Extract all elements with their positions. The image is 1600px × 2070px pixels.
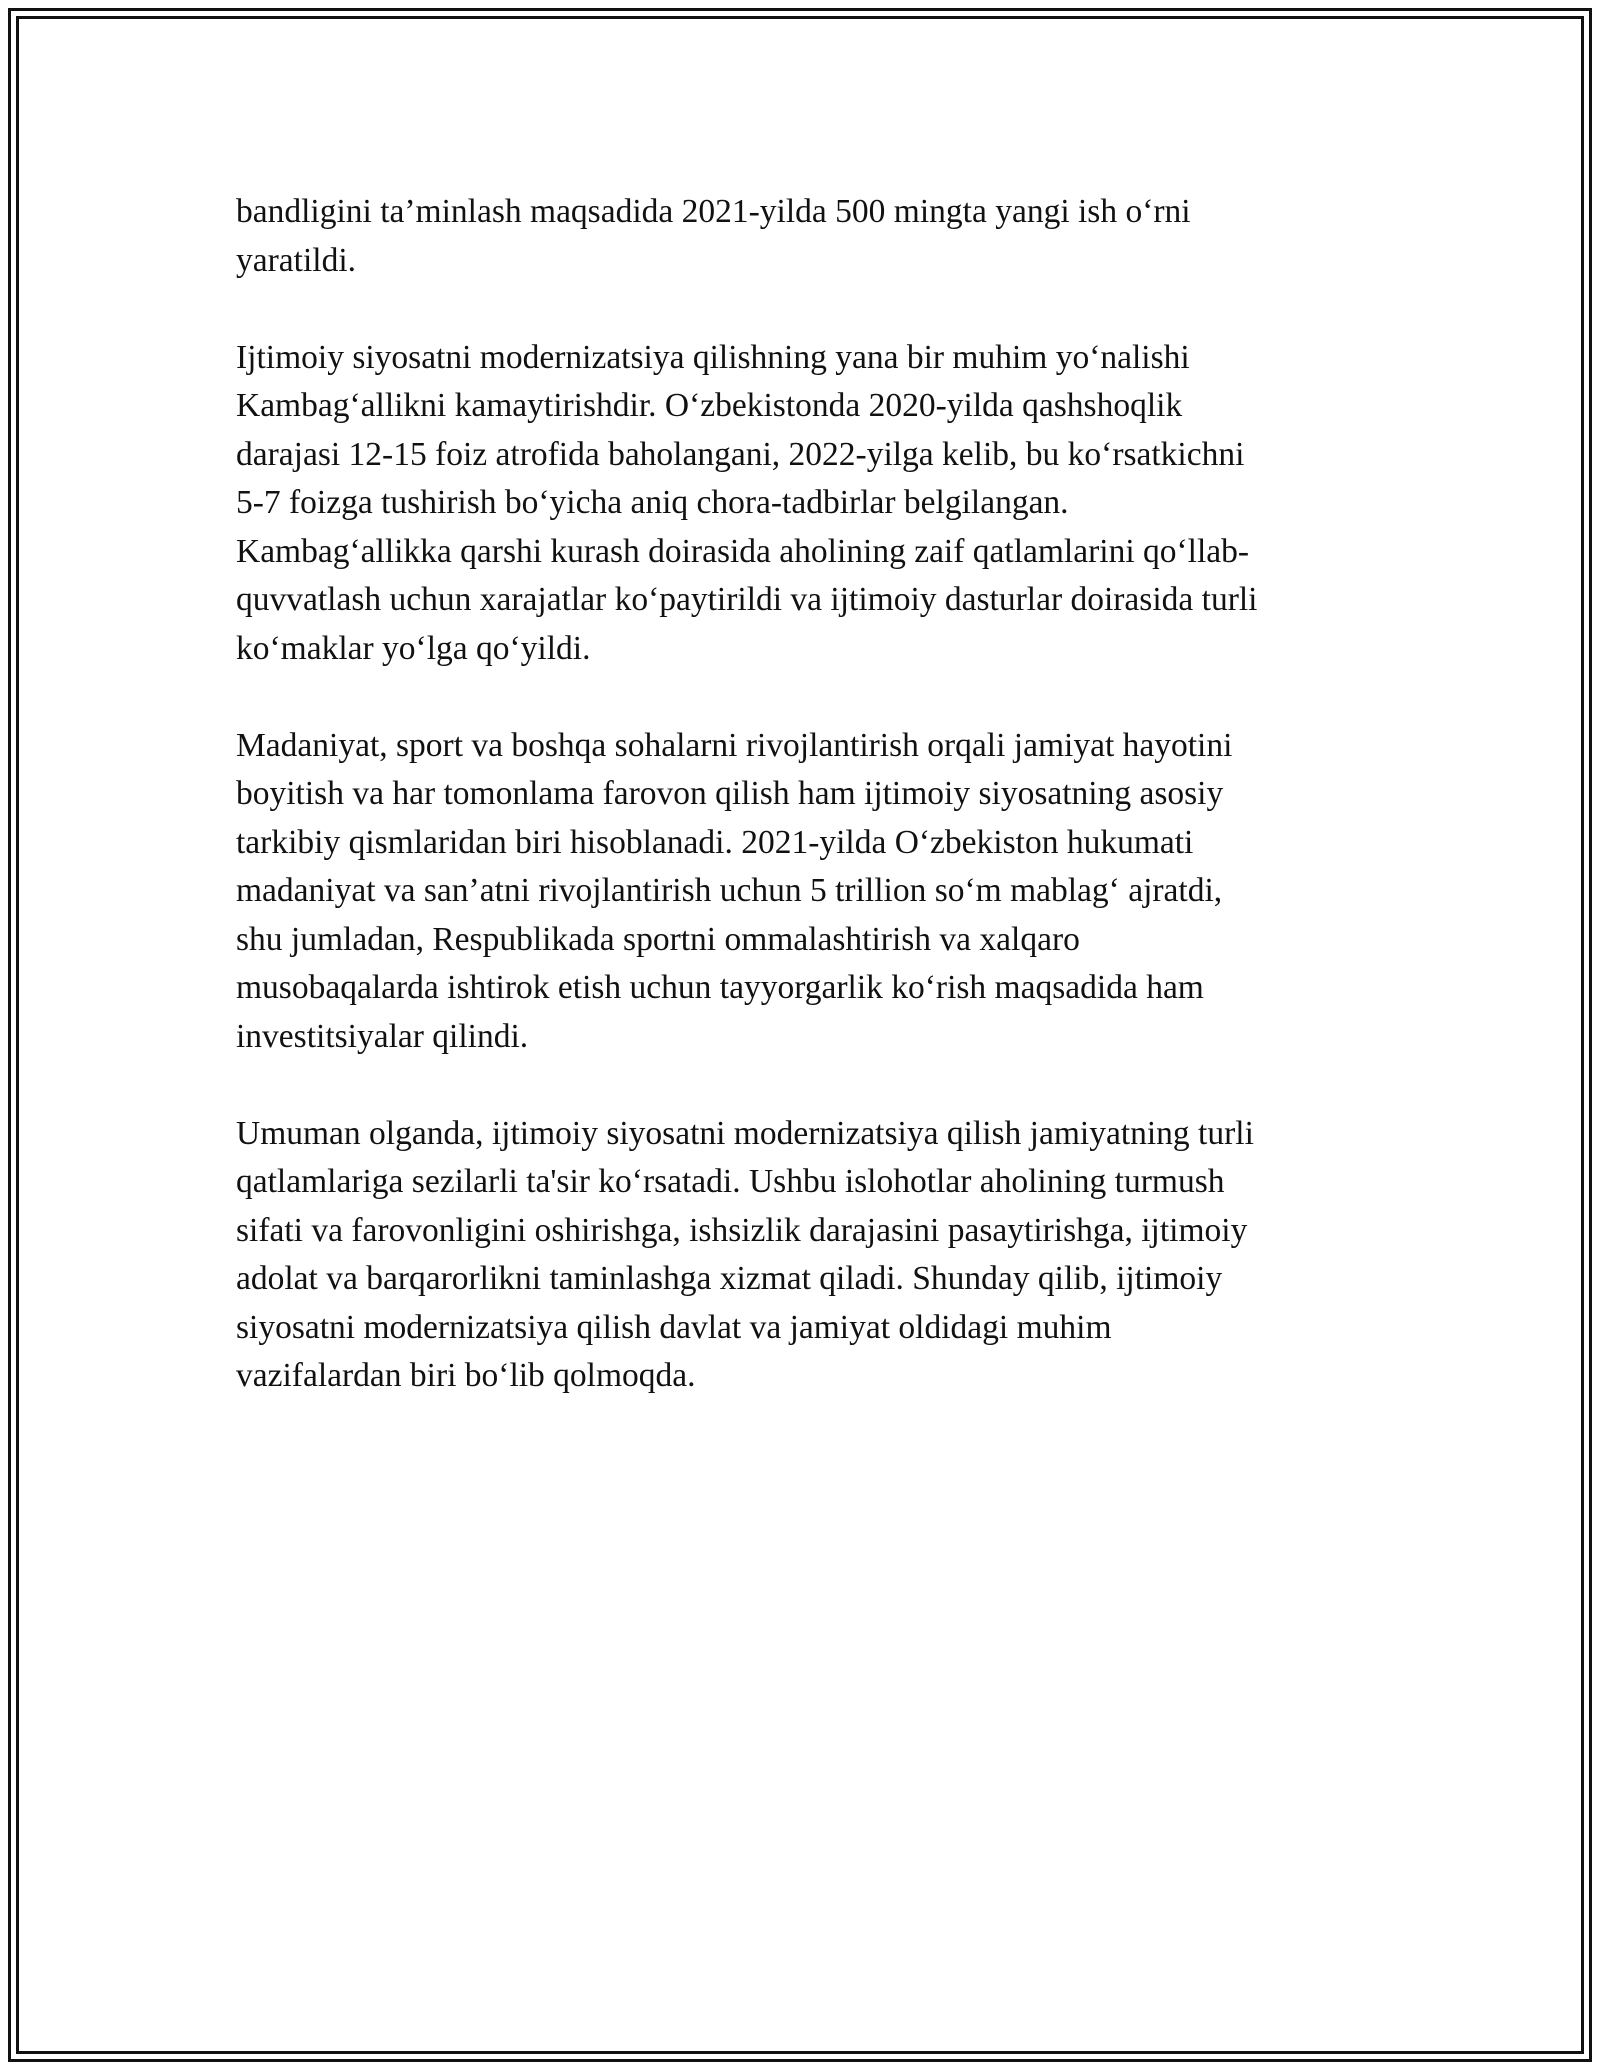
text-line: quvvatlash uchun xarajatlar ko‘paytirildi va ijtimoiy dasturlar doirasida turli bbox=[236, 581, 1258, 618]
text-line: adolat va barqarorlikni taminlashga xizmat qiladi. Shunday qilib, ijtimoiy bbox=[236, 1260, 1223, 1297]
text-line: Ijtimoiy siyosatni modernizatsiya qilishning yana bir muhim yo‘nalishi bbox=[236, 338, 1190, 376]
text-line: ko‘maklar yo‘lga qo‘yildi. bbox=[236, 629, 591, 667]
text-line: investitsiyalar qilindi. bbox=[236, 1017, 529, 1055]
text-line: madaniyat va san’atni rivojlantirish uchun 5 trillion so‘m mablag‘ ajratdi, bbox=[236, 872, 1223, 909]
text-line: 5-7 foizga tushirish bo‘yicha aniq chora-tadbirlar belgilangan. bbox=[236, 484, 1069, 521]
text-line: qatlamlariga sezilarli ta'sir ko‘rsatadi. Ushbu islohotlar aholining turmush bbox=[236, 1163, 1225, 1200]
text-line: bandligini ta’minlash maqsadida 2021-yilda 500 mingta yangi ish o‘rni bbox=[236, 193, 1191, 230]
text-line: shu jumladan, Respublikada sportni ommalashtirish va xalqaro bbox=[236, 920, 1080, 958]
text-line: siyosatni modernizatsiya qilish davlat va jamiyat oldidagi muhim bbox=[236, 1308, 1112, 1346]
text-line: darajasi 12-15 foiz atrofida baholangani, 2022-yilga kelib, bu ko‘rsatkichni bbox=[236, 435, 1245, 473]
text-line: Kambag‘allikka qarshi kurash doirasida aholining zaif qatlamlarini qo‘llab- bbox=[236, 532, 1250, 570]
text-line: sifati va farovonligini oshirishga, ishsizlik darajasini pasaytirishga, ijtimoiy bbox=[236, 1211, 1248, 1249]
text-line: vazifalardan biri bo‘lib qolmoqda. bbox=[236, 1357, 696, 1394]
text-line: Kambag‘allikni kamaytirishdir. O‘zbekistonda 2020-yilda qashshoqlik bbox=[236, 387, 1183, 424]
paragraph-culture-sport bbox=[236, 722, 1366, 1062]
text-line: musobaqalarda ishtirok etish uchun tayyorgarlik ko‘rish maqsadida ham bbox=[236, 969, 1204, 1006]
paragraph-poverty bbox=[236, 334, 1366, 674]
paragraph-employment bbox=[236, 188, 1366, 285]
paragraph-conclusion bbox=[236, 1110, 1366, 1401]
text-line: Madaniyat, sport va boshqa sohalarni rivojlantirish orqali jamiyat hayotini bbox=[236, 726, 1233, 764]
text-line: boyitish va har tomonlama farovon qilish ham ijtimoiy siyosatning asosiy bbox=[236, 775, 1224, 812]
text-line: yaratildi. bbox=[236, 241, 356, 279]
document-body bbox=[236, 188, 1366, 1449]
text-line: tarkibiy qismlaridan biri hisoblanadi. 2021-yilda O‘zbekiston hukumati bbox=[236, 823, 1194, 861]
text-line: Umuman olganda, ijtimoiy siyosatni modernizatsiya qilish jamiyatning turli bbox=[236, 1114, 1254, 1152]
